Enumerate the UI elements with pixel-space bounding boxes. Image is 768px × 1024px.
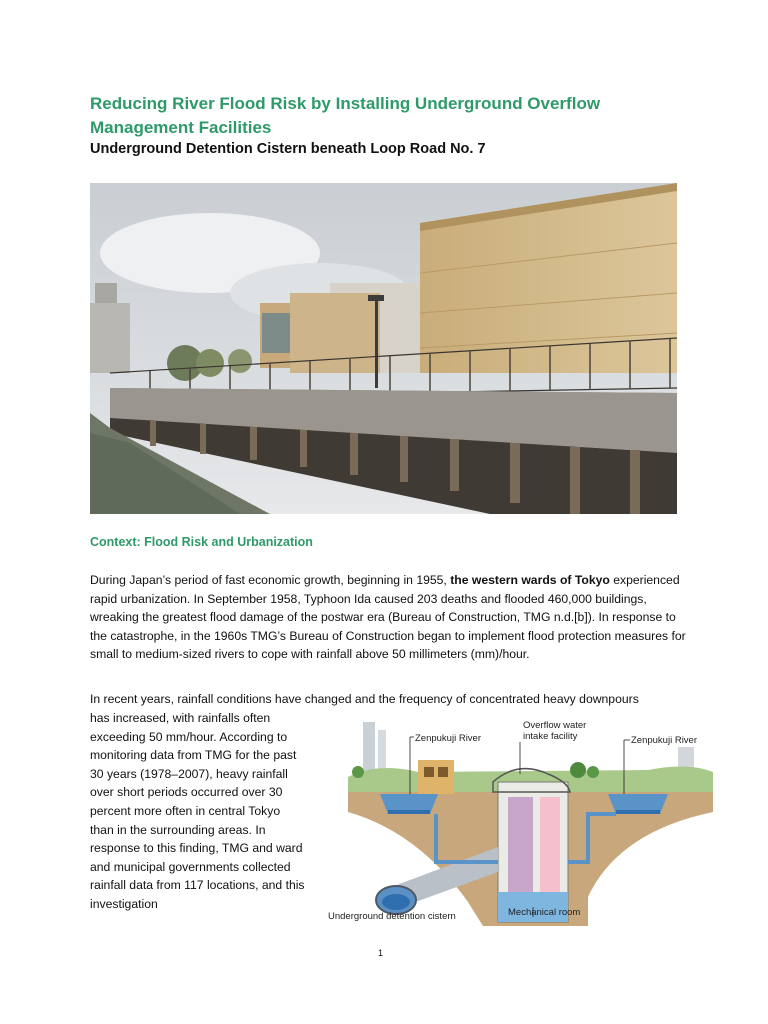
page-number: 1 xyxy=(378,948,384,958)
section-heading: Context: Flood Risk and Urbanization xyxy=(90,535,313,549)
diagram-label-intake-1: Overflow water xyxy=(523,720,587,731)
cistern-diagram xyxy=(318,712,720,926)
document-title: Reducing River Flood Risk by Installing Underground Overflow Management Facilities xyxy=(90,94,601,137)
para1-part1: During Japan’s period of fast economic growth, beginning in 1955, xyxy=(90,573,451,587)
diagram-label-mechanical-room: Mechanical room xyxy=(508,907,581,918)
diagram-label-zenpukuji-right: Zenpukuji River xyxy=(631,735,697,746)
diagram-label-intake-2: intake facility xyxy=(523,731,578,742)
facility-photo xyxy=(90,183,677,514)
paragraph-2-column: has increased, with rainfalls often exceeding 50 mm/hour. According to monitoring data from TMG for the past 30 years (1978–2007), heavy rainfall over short periods occurred over 30 percent more often in central Tokyo than in the surrounding areas. In response to this finding, TMG and ward and municipal governments collected rainfall data from 117 locations, and this investigation xyxy=(90,711,305,911)
paragraph-1 xyxy=(90,571,690,664)
paragraph-2-lead: In recent years, rainfall conditions have changed and the frequency of concentrated heavy downpours xyxy=(90,692,639,706)
document-subtitle: Underground Detention Cistern beneath Loop Road No. 7 xyxy=(90,141,486,157)
para1-bold: the western wards of Tokyo xyxy=(450,573,610,587)
diagram-label-cistern: Underground detention cistern xyxy=(328,911,456,922)
para1-part2: experienced rapid urbanization. In September 1958, Typhoon Ida caused 203 deaths and flooded 460,000 buildings, wreaking the greatest flood damage of the postwar era (Bureau of Construction, TMG n.d.[b]). In response to the catastrophe, in the 1960s TMG’s Bureau of Construction began to implement flood protection measures for small to medium-sized rivers to cope with rainfall above 50 millimeters (mm)/hour. xyxy=(90,573,686,662)
diagram-label-zenpukuji-left: Zenpukuji River xyxy=(415,733,481,744)
